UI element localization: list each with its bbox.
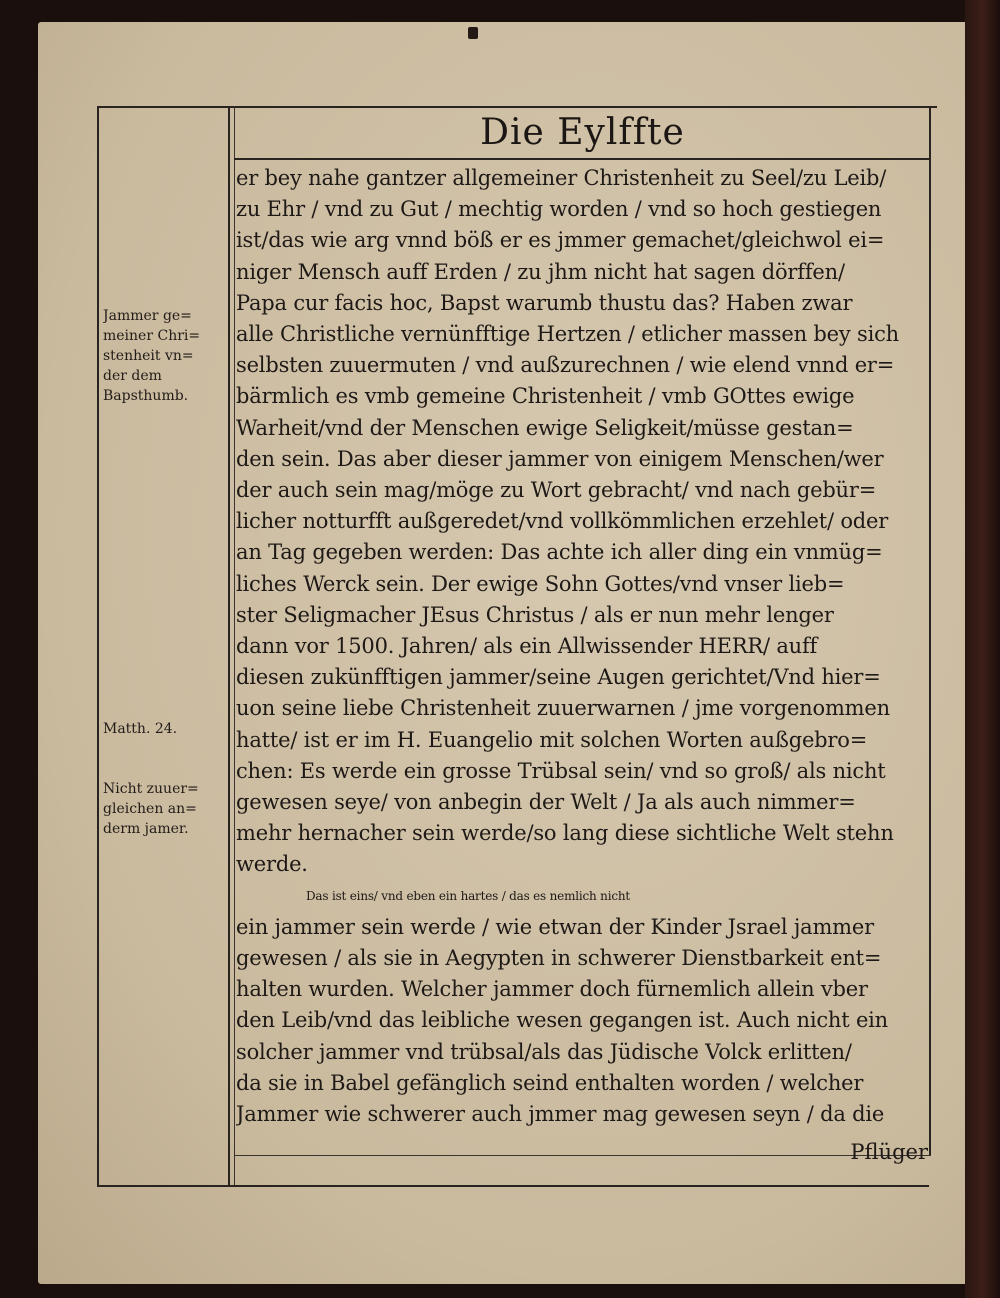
text-line: da sie in Babel gefänglich seind enthalten worden / welcher bbox=[236, 1070, 864, 1095]
text-line: der auch sein mag/möge zu Wort gebracht/ vnd nach gebür= bbox=[236, 478, 877, 502]
text-line: diesen zukünfftigen jammer/seine Augen gerichtet/Vnd hier= bbox=[236, 665, 881, 690]
text-line: Papa cur facis hoc, Bapst warumb thustu das? Haben zwar bbox=[236, 290, 853, 315]
text-line: solcher jammer vnd trübsal/als das Jüdische Volck erlitten/ bbox=[236, 1039, 852, 1064]
margin-note-line: stenheit vn= bbox=[103, 348, 194, 364]
heading-rule bbox=[234, 158, 931, 160]
margin-note-line: gleichen an= bbox=[103, 801, 197, 817]
margin-note-line: derm jamer. bbox=[103, 821, 189, 837]
margin-column-rule-inner bbox=[234, 106, 235, 1185]
text-line: liches Werck sein. Der ewige Sohn Gottes/vnd vnser lieb= bbox=[236, 571, 845, 596]
margin-note-line: meiner Chri= bbox=[103, 328, 201, 344]
text-line: hatte/ ist er im H. Euangelio mit solchen Worten außgebro= bbox=[236, 727, 868, 752]
margin-column-rule bbox=[228, 106, 230, 1185]
text-line: niger Mensch auff Erden / zu jhm nicht hat sagen dörffen/ bbox=[236, 259, 845, 284]
text-line: uon seine liebe Christenheit zuuerwarnen / jme vorgenommen bbox=[236, 696, 890, 721]
text-line: zu Ehr / vnd zu Gut / mechtig worden / vnd so hoch gestiegen bbox=[236, 197, 882, 222]
catchword: Pflüger bbox=[850, 1140, 928, 1164]
text-line: selbsten zuuermuten / vnd außzurechnen / wie elend vnnd er= bbox=[236, 353, 895, 378]
margin-note-1 bbox=[103, 306, 227, 406]
text-line: mehr hernacher sein werde/so lang diese sichtliche Welt stehn bbox=[236, 821, 894, 846]
text-line: licher notturfft außgeredet/vnd vollkömmlichen erzehlet/ oder bbox=[236, 509, 889, 534]
text-line: gewesen / als sie in Aegypten in schwerer Dienstbarkeit ent= bbox=[236, 946, 882, 970]
frame-right-rule bbox=[929, 106, 931, 1156]
text-line: dann vor 1500. Jahren/ als ein Allwissender HERR/ auff bbox=[236, 634, 818, 658]
text-line: halten wurden. Welcher jammer doch fürnemlich allein vber bbox=[236, 977, 868, 1002]
margin-note-line: Nicht zuuer= bbox=[103, 781, 199, 797]
margin-note-line: Jammer ge= bbox=[103, 308, 192, 324]
ink-mark bbox=[468, 27, 478, 39]
frame-left-rule bbox=[97, 106, 99, 1186]
text-line: Jammer wie schwerer auch jmmer mag gewesen seyn / da die bbox=[236, 1102, 885, 1126]
margin-note-line: Matth. 24. bbox=[103, 721, 178, 737]
text-line: gewesen seye/ von anbegin der Welt / Ja als auch nimmer= bbox=[236, 790, 856, 814]
text-line: Warheit/vnd der Menschen ewige Seligkeit/müsse gestan= bbox=[236, 415, 854, 440]
text-line: ein jammer sein werde / wie etwan der Kinder Jsrael jammer bbox=[236, 914, 874, 939]
text-line: ist/das wie arg vnnd böß er es jmmer gemachet/gleichwol ei= bbox=[236, 228, 885, 253]
text-line: den sein. Das aber dieser jammer von einigem Menschen/wer bbox=[236, 446, 884, 471]
margin-note-3 bbox=[103, 779, 227, 839]
text-line: werde. bbox=[236, 852, 308, 877]
text-line: ster Seligmacher JEsus Christus / als er nun mehr lenger bbox=[236, 602, 834, 627]
text-line: den Leib/vnd das leibliche wesen gegangen ist. Auch nicht ein bbox=[236, 1008, 889, 1033]
text-line: alle Christliche vernünfftige Hertzen / etlicher massen bey sich bbox=[236, 322, 899, 346]
text-line: er bey nahe gantzer allgemeiner Christenheit zu Seel/zu Leib/ bbox=[236, 166, 887, 190]
running-title: Die Eylffte bbox=[480, 112, 685, 153]
frame-bottom-rule bbox=[97, 1185, 929, 1187]
text-line: Das ist eins/ vnd eben ein hartes / das es nemlich nicht bbox=[306, 888, 631, 903]
margin-note-line: Bapsthumb. bbox=[103, 388, 189, 404]
text-line: bärmlich es vmb gemeine Christenheit / vmb GOttes ewige bbox=[236, 384, 855, 409]
text-line: an Tag gegeben werden: Das achte ich aller ding ein vnmüg= bbox=[236, 540, 883, 565]
text-line: chen: Es werde ein grosse Trübsal sein/ vnd so groß/ als nicht bbox=[236, 758, 886, 783]
book-edge bbox=[965, 0, 1000, 1298]
margin-note-line: der dem bbox=[103, 368, 162, 384]
margin-note-2 bbox=[103, 719, 227, 739]
